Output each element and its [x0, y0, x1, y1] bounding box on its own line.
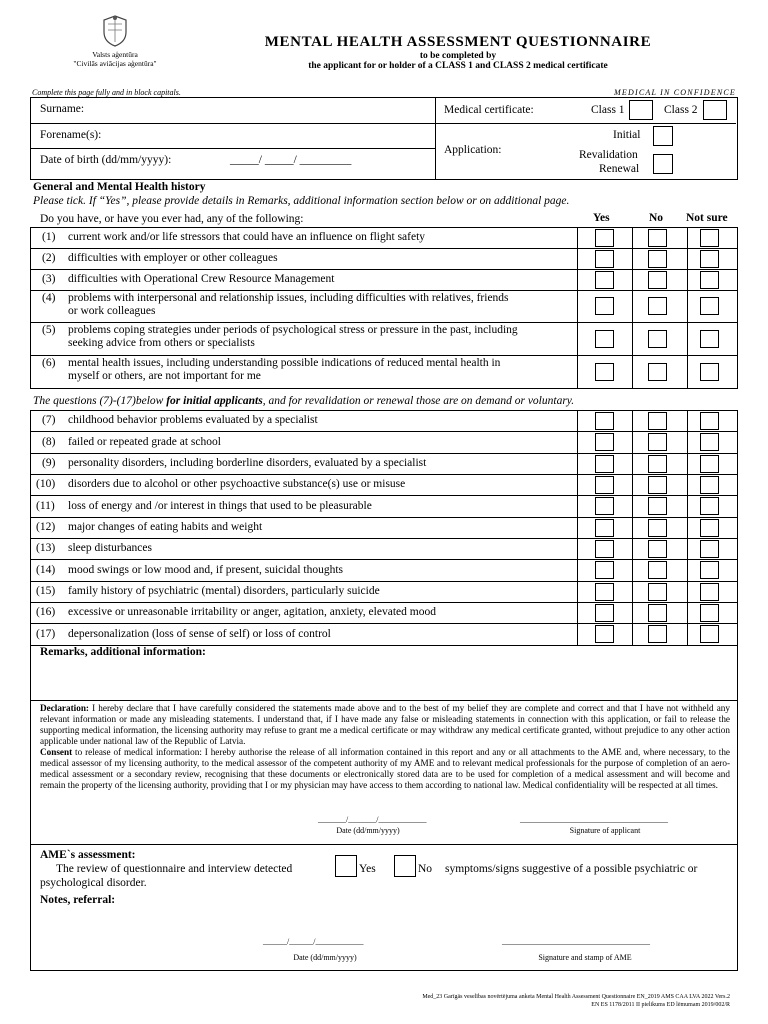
group2-intro-b: for initial applicants [166, 395, 263, 407]
page-title: MENTAL HEALTH ASSESSMENT QUESTIONNAIRE [264, 34, 652, 50]
answer-yes-checkbox[interactable] [595, 297, 614, 315]
col-yes-header: Yes [593, 212, 610, 224]
question-number: (15) [36, 585, 56, 597]
dob-field[interactable]: _____/ _____/ _________ [230, 154, 352, 166]
initial-label: Initial [613, 129, 641, 141]
answer-yes-checkbox[interactable] [595, 519, 614, 537]
answer-no-checkbox[interactable] [648, 229, 667, 247]
question-text: major changes of eating habits and weight [68, 521, 263, 533]
class1-checkbox[interactable] [629, 100, 653, 120]
group2-intro [33, 395, 574, 407]
class2-checkbox[interactable] [703, 100, 727, 120]
question-number: (4) [42, 292, 56, 304]
answer-not-sure-checkbox[interactable] [700, 519, 719, 537]
revalidation-label: Revalidation [579, 149, 638, 161]
question-number: (2) [42, 252, 56, 264]
answer-not-sure-checkbox[interactable] [700, 412, 719, 430]
answer-not-sure-checkbox[interactable] [700, 433, 719, 451]
answer-not-sure-checkbox[interactable] [700, 250, 719, 268]
question-text: problems coping strategies under periods of psychological stress or pressure in the past, including [68, 324, 518, 336]
answer-yes-checkbox[interactable] [595, 271, 614, 289]
question-text: personality disorders, including borderline disorders, evaluated by a specialist [68, 457, 427, 469]
declaration-label: Declaration: [40, 703, 89, 713]
consent-label: Consent [40, 747, 73, 757]
answer-not-sure-checkbox[interactable] [700, 497, 719, 515]
applicant-date-caption: Date (dd/mm/yyyy) [336, 826, 400, 835]
question-text: childhood behavior problems evaluated by a specialist [68, 414, 318, 426]
ame-yes-label: Yes [359, 863, 376, 875]
surname-label: Surname: [40, 103, 85, 115]
answer-no-checkbox[interactable] [648, 297, 667, 315]
answer-no-checkbox[interactable] [648, 250, 667, 268]
answer-not-sure-checkbox[interactable] [700, 625, 719, 643]
answer-yes-checkbox[interactable] [595, 625, 614, 643]
question-number: (10) [36, 478, 56, 490]
group2-intro-c: , and for revalidation or renewal those are on demand or voluntary. [262, 395, 575, 407]
question-text: mood swings or low mood and, if present, suicidal thoughts [68, 563, 344, 576]
question-number: (14) [36, 563, 56, 576]
question-number: (7) [42, 414, 56, 426]
question-number: (5) [42, 324, 56, 336]
coat-of-arms-icon [100, 14, 130, 48]
class2-label: Class 2 [664, 104, 698, 116]
question-number: (1) [42, 231, 56, 243]
history-heading: General and Mental Health history [33, 181, 206, 193]
question-text: depersonalization (loss of sense of self) or loss of control [68, 627, 331, 640]
answer-yes-checkbox[interactable] [595, 330, 614, 348]
answer-no-checkbox[interactable] [648, 363, 667, 381]
ame-date-field[interactable]: ______/______/____________ [263, 937, 364, 946]
question-text: loss of energy and /or interest in things that used to be pleasurable [68, 499, 372, 512]
agency-name-2: "Civilās aviācijas aģentūra" [73, 59, 157, 68]
class1-label: Class 1 [591, 104, 625, 116]
answer-no-checkbox[interactable] [648, 497, 667, 515]
answer-not-sure-checkbox[interactable] [700, 229, 719, 247]
question-number: (3) [42, 273, 56, 285]
answer-not-sure-checkbox[interactable] [700, 561, 719, 579]
question-text: family history of psychiatric (mental) disorders, particularly suicide [68, 585, 380, 597]
ame-no-checkbox[interactable] [394, 855, 416, 877]
initial-checkbox[interactable] [653, 126, 673, 146]
question-text: difficulties with Operational Crew Resource Management [68, 273, 335, 285]
declaration-text [40, 703, 730, 791]
forenames-label: Forename(s): [40, 129, 102, 141]
ame-heading: AME`s assessment: [40, 849, 136, 861]
ame-signature-caption: Signature and stamp of AME [538, 953, 632, 962]
answer-yes-checkbox[interactable] [595, 561, 614, 579]
ame-date-caption: Date (dd/mm/yyyy) [293, 953, 357, 962]
question-number: (6) [42, 357, 56, 369]
remarks-label: Remarks, additional information: [40, 646, 206, 658]
question-number: (11) [36, 499, 55, 512]
col-not-sure-header: Not sure [686, 212, 728, 224]
answer-yes-checkbox[interactable] [595, 497, 614, 515]
answer-no-checkbox[interactable] [648, 519, 667, 537]
history-instruction: Please tick. If “Yes”, please provide details in Remarks, additional information section below or on additional page. [33, 195, 570, 207]
question-text: sleep disturbances [68, 542, 152, 554]
medcert-label: Medical certificate: [444, 104, 534, 116]
answer-yes-checkbox[interactable] [595, 583, 614, 601]
answer-no-checkbox[interactable] [648, 604, 667, 622]
answer-not-sure-checkbox[interactable] [700, 604, 719, 622]
question-text-line2: seeking advice from others or specialists [68, 337, 255, 349]
answer-not-sure-checkbox[interactable] [700, 297, 719, 315]
page-subtitle: to be completed by [419, 51, 497, 61]
question-number: (13) [36, 542, 56, 554]
notes-label: Notes, referral: [40, 894, 116, 906]
question-text-line2: myself or others, are not important for me [68, 370, 261, 382]
question-text: excessive or unreasonable irritability or anger, agitation, anxiety, elevated mood [68, 606, 436, 618]
footer-line-2: EN ES 1178/2011 II pielikums ED lēmumam 2019/002/R [591, 1002, 730, 1008]
answer-no-checkbox[interactable] [648, 433, 667, 451]
ame-text-c: psychological disorder. [40, 877, 147, 889]
answer-no-checkbox[interactable] [648, 476, 667, 494]
applicant-date-field[interactable]: _______/_______/____________ [318, 815, 427, 824]
answer-yes-checkbox[interactable] [595, 604, 614, 622]
footer-line-1: Med_23 Garīgās veselības novērtējuma anketa Mental Health Assessment Questionnaire EN_2019 AMS CAA LVA 2022 Vers.2 [422, 994, 730, 1000]
confidential-label: MEDICAL IN CONFIDENCE [614, 88, 736, 97]
consent-body: to release of medical information: I hereby authorise the release of all information contained in this report and any or all attachments to the AME and, where necessary, to the medical assessor of my licensing authority, to the medical assessor of the competent authority of my AME and to relevant medical professionals for the purpose of completion of an aero-medical assessment or a secondary review, recognising that these documents or electronically stored data are to be used for completion of a medical assessment and will become and remain the property of the licensing authority, providing that I or my physician may have access to them according to national law. Medical confidentiality will be respected at all times. [40, 747, 730, 790]
page-subtitle-2: the applicant for or holder of a CLASS 1 and CLASS 2 medical certificate [308, 61, 608, 71]
answer-not-sure-checkbox[interactable] [700, 583, 719, 601]
question-text: current work and/or life stressors that could have an influence on flight safety [68, 231, 426, 243]
col-no-header: No [649, 212, 664, 224]
answer-yes-checkbox[interactable] [595, 455, 614, 473]
applicant-signature-caption: Signature of applicant [569, 826, 641, 835]
answer-no-checkbox[interactable] [648, 540, 667, 558]
answer-yes-checkbox[interactable] [595, 476, 614, 494]
question-intro: Do you have, or have you ever had, any of the following: [40, 213, 304, 225]
answer-not-sure-checkbox[interactable] [700, 476, 719, 494]
question-number: (17) [36, 627, 56, 640]
question-number: (8) [42, 435, 56, 448]
answer-yes-checkbox[interactable] [595, 250, 614, 268]
renewal-label: Renewal [599, 163, 640, 175]
dob-label: Date of birth (dd/mm/yyyy): [40, 154, 172, 166]
applicant-signature-field[interactable]: _____________________________________ [520, 815, 668, 824]
answer-not-sure-checkbox[interactable] [700, 455, 719, 473]
ame-yes-checkbox[interactable] [335, 855, 357, 877]
answer-no-checkbox[interactable] [648, 412, 667, 430]
answer-yes-checkbox[interactable] [595, 433, 614, 451]
ame-text-a: The review of questionnaire and interview detected [56, 863, 293, 875]
question-text: problems with interpersonal and relationship issues, including difficulties with relatives, friends [68, 292, 509, 304]
answer-no-checkbox[interactable] [648, 330, 667, 348]
agency-logo [60, 14, 170, 68]
group2-intro-a: The questions (7)-(17)below [33, 395, 167, 407]
answer-no-checkbox[interactable] [648, 455, 667, 473]
answer-not-sure-checkbox[interactable] [700, 330, 719, 348]
answer-not-sure-checkbox[interactable] [700, 271, 719, 289]
answer-not-sure-checkbox[interactable] [700, 363, 719, 381]
declaration-body: I hereby declare that I have carefully considered the statements made above and to the best of my belief they are complete and correct and that I have not withheld any relevant information or made any misleading statements. I understand that, if I have made any false or misleading statements in connection with this application, or fail to release the supporting medical information, the licensing authority may refuse to grant me a medical certificate or may withdraw any medical certificate granted, without prejudice to any other action applicable under national law of the Republic of Latvia. [40, 703, 730, 746]
application-label: Application: [444, 144, 502, 156]
question-number: (12) [36, 521, 56, 533]
revalidation-renewal-checkbox[interactable] [653, 154, 673, 174]
ame-text-b: symptoms/signs suggestive of a possible psychiatric or [445, 863, 698, 875]
answer-not-sure-checkbox[interactable] [700, 540, 719, 558]
answer-no-checkbox[interactable] [648, 625, 667, 643]
instruction-text: Complete this page fully and in block capitals. [32, 88, 181, 97]
answer-no-checkbox[interactable] [648, 583, 667, 601]
remarks-field[interactable] [40, 662, 730, 698]
answer-no-checkbox[interactable] [648, 561, 667, 579]
answer-yes-checkbox[interactable] [595, 363, 614, 381]
question-text: mental health issues, including understanding possible indications of reduced mental health in [68, 357, 501, 369]
answer-yes-checkbox[interactable] [595, 229, 614, 247]
answer-yes-checkbox[interactable] [595, 540, 614, 558]
ame-signature-field[interactable]: _____________________________________ [502, 937, 650, 946]
question-text-line2: or work colleagues [68, 305, 156, 317]
agency-name: Valsts aģentūra [92, 50, 138, 59]
question-number: (9) [42, 457, 56, 469]
answer-yes-checkbox[interactable] [595, 412, 614, 430]
question-number: (16) [36, 606, 56, 618]
question-text: disorders due to alcohol or other psychoactive substance(s) use or misuse [68, 478, 406, 490]
question-text: failed or repeated grade at school [68, 435, 221, 448]
answer-no-checkbox[interactable] [648, 271, 667, 289]
question-text: difficulties with employer or other colleagues [68, 252, 278, 264]
ame-no-label: No [418, 863, 433, 875]
